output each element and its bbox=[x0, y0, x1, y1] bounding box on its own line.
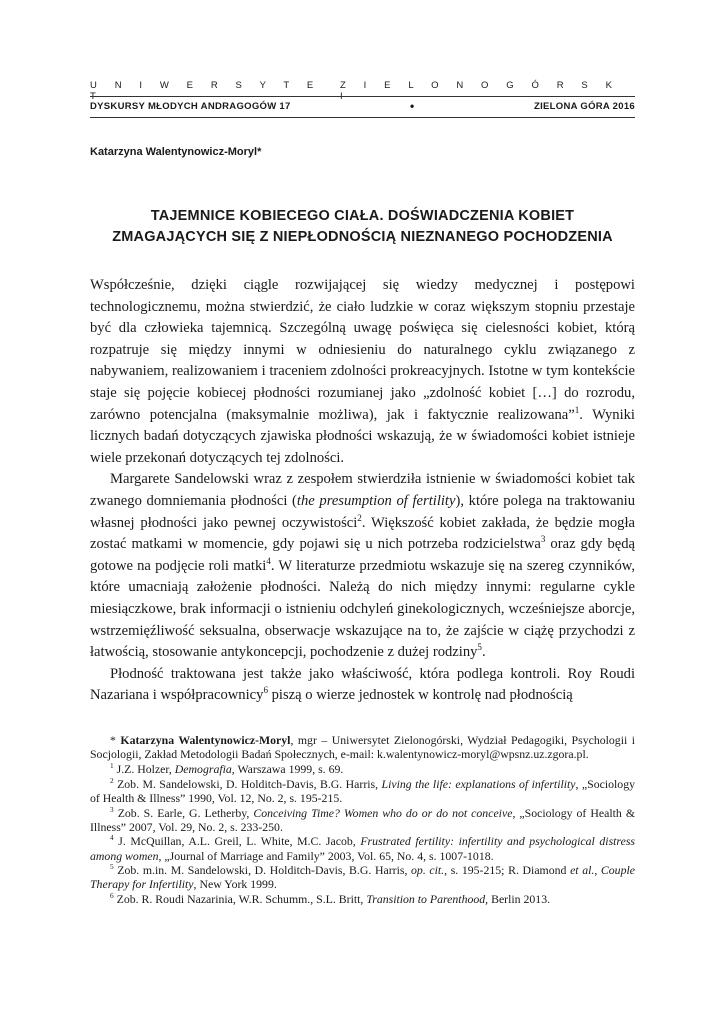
journal-header bbox=[90, 80, 635, 102]
footnote-author: * Katarzyna Walentynowicz-Moryl, mgr – Uniwersytet Zielonogórski, Wydział Pedagogiki, Psychologii i Socjologii, Zakład Metodologii Badań Społecznych, e-mail: k.walentynowicz-moryl@wpsnz.uz.zgora.pl. bbox=[90, 733, 636, 762]
header-rule-top bbox=[90, 96, 635, 97]
article-author: Katarzyna Walentynowicz-Moryl* bbox=[90, 146, 262, 158]
footnote-1: $^1$ J.Z. Holzer, Demografia, Warszawa 1999, s. 69. bbox=[110, 760, 344, 776]
footnote-ref-4: 4 bbox=[266, 555, 271, 566]
header-university: U N I W E R S Y T E T bbox=[90, 80, 321, 102]
paragraph-1: Współcześnie, dzięki ciągle rozwijającej się wiedzy medycznej i postępowi technologicznemu, można stwierdzić, że ciało ludzkie w coraz większym stopniu przestaje być dla człowieka tajemnicą. Szczególną uwagę poświęca się cielesności kobiet, którą rozpatruje się między innymi w odniesieniu do naturalnego cyklu związanego z nabywaniem, realizowaniem i traceniem zdolności prokreacyjnych. Istotne w tym kontekście staje się pojęcie kobiecej płodności rozumianej jako „zdolność kobiet […] do rozrodu, zarówno potencjalna (maksymalnie możliwa), jak i faktycznie realizowana”$^1$. Wyniki licznych badań dotyczących zjawiska płodności wskazują, że w świadomości kobiet istnieje wiele przekonań dotyczących tej zdolności. bbox=[90, 277, 635, 466]
title-line-1: TAJEMNICE KOBIECEGO CIAŁA. DOŚWIADCZENIA KOBIET bbox=[150, 208, 575, 224]
header-bullet: • bbox=[410, 99, 415, 113]
footnote-ref-1: 1 bbox=[574, 404, 580, 415]
journal-subheader bbox=[90, 101, 635, 112]
paragraph-2: Margarete Sandelowski wraz z zespołem stwierdziła istnienie w świadomości kobiet tak zwanego domniemania płodności (the presumption of fertility), które polega na traktowaniu własnej płodności jako pewnej oczywistości$^2$. Większość kobiet zakłada, że będzie mogła zostać matkami w momencie, gdy pojawi się u nich potrzeba rodzicielstwa$^3$ oraz gdy będą gotowe na podjęcie roli matki$^4$. W literaturze przedmiotu wskazuje się na szereg czynników, które umacniają założenie płodności. Należą do nich między innymi: regularne cykle miesiączkowe, brak informacji o istnieniu odchyleń ginekologicznych, wcześniejsze aborcje, wstrzemięźliwość seksualna, obserwacje wskazujące na to, że zajście w ciążę przychodzi z łatwością, stosowanie antykoncepcji, pochodzenie z dużej rodziny$^5$. bbox=[90, 471, 636, 661]
footnote-ref-3: 3 bbox=[540, 534, 546, 545]
header-series: DYSKURSY MŁODYCH ANDRAGOGÓW 17 bbox=[90, 101, 291, 112]
footnote-ref-5: 5 bbox=[477, 642, 482, 653]
title-line-2: ZMAGAJĄCYCH SIĘ Z NIEPŁODNOŚCIĄ NIEZNANEGO POCHODZENIA bbox=[112, 229, 613, 245]
header-rule-bottom bbox=[90, 117, 635, 118]
footnote-3: $^3$ Zob. S. Earle, G. Letherby, Conceiving Time? Women who do or do not conceive, „Sociology of Health & Illness” 2007, Vol. 29, No. 2, s. 233-250. bbox=[90, 804, 635, 834]
footnote-6: $^6$ Zob. R. Roudi Nazarinia, W.R. Schumm., S.L. Britt, Transition to Parenthood, Berlin 2013. bbox=[110, 891, 551, 907]
paragraph-3: Płodność traktowana jest także jako właściwość, która podlega kontroli. Roy Roudi Nazariana i współpracownicy$^6$ piszą o wierze jednostek w kontrolę nad płodnością bbox=[90, 665, 635, 704]
footnotes bbox=[90, 733, 635, 907]
header-place-year: ZIELONA GÓRA 2016 bbox=[534, 101, 635, 112]
footnote-2: $^2$ Zob. M. Sandelowski, D. Holditch-Davis, B.G. Harris, Living the life: explanations of infertility, „Sociology of Health & Illness” 1990, Vol. 12, No. 2, s. 195-215. bbox=[90, 775, 635, 805]
article-title bbox=[90, 206, 635, 248]
footnote-4: $^4$ J. McQuillan, A.L. Greil, L. White, M.C. Jacob, Frustrated fertility: infertility and psychological distress among women, „Journal of Marriage and Family” 2003, Vol. 65, No. 4, s. 1007-1018. bbox=[90, 833, 636, 863]
header-city-name: Z I E L O N O G Ó R S K I bbox=[340, 80, 620, 102]
footnote-ref-2: 2 bbox=[357, 512, 362, 523]
article-body bbox=[90, 275, 635, 707]
footnote-5: $^5$ Zob. m.in. M. Sandelowski, D. Holditch-Davis, B.G. Harris, op. cit., s. 195-215; R. Diamond et al., Couple Therapy for Infertility, New York 1999. bbox=[90, 862, 635, 892]
footnote-ref-6: 6 bbox=[263, 685, 268, 696]
